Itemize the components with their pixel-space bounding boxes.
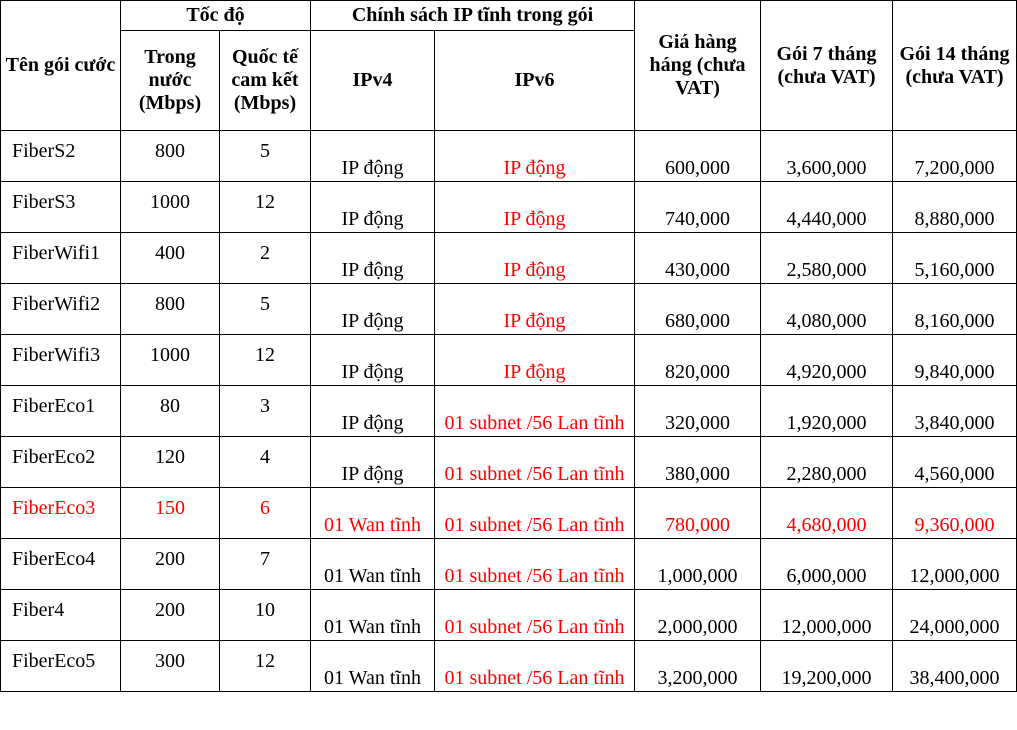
ipv6-cell: 01 subnet /56 Lan tĩnh xyxy=(435,590,635,641)
pkg7-price-cell: 1,920,000 xyxy=(761,386,893,437)
international-speed-cell: 4 xyxy=(220,437,311,488)
pkg14-price-cell: 4,560,000 xyxy=(893,437,1017,488)
pkg14-price-cell: 5,160,000 xyxy=(893,233,1017,284)
domestic-speed-cell: 200 xyxy=(121,539,220,590)
international-speed-cell: 12 xyxy=(220,182,311,233)
header-speed: Tốc độ xyxy=(121,1,311,31)
table-row xyxy=(1,539,1017,590)
domestic-speed-cell: 120 xyxy=(121,437,220,488)
package-name-cell: FiberEco5 xyxy=(1,641,121,692)
package-name-cell: FiberEco1 xyxy=(1,386,121,437)
ipv6-cell: IP động xyxy=(435,335,635,386)
ipv4-cell: 01 Wan tĩnh xyxy=(311,590,435,641)
international-speed-cell: 2 xyxy=(220,233,311,284)
domestic-speed-cell: 300 xyxy=(121,641,220,692)
ipv6-cell: IP động xyxy=(435,131,635,182)
pkg14-price-cell: 38,400,000 xyxy=(893,641,1017,692)
pkg14-price-cell: 12,000,000 xyxy=(893,539,1017,590)
pkg7-price-cell: 2,580,000 xyxy=(761,233,893,284)
table-row xyxy=(1,386,1017,437)
header-ipv6: IPv6 xyxy=(435,31,635,131)
monthly-price-cell: 740,000 xyxy=(635,182,761,233)
header-7-month-package: Gói 7 tháng (chưa VAT) xyxy=(761,1,893,131)
ipv4-cell: IP động xyxy=(311,437,435,488)
pkg7-price-cell: 3,600,000 xyxy=(761,131,893,182)
ipv6-cell: 01 subnet /56 Lan tĩnh xyxy=(435,488,635,539)
domestic-speed-cell: 800 xyxy=(121,284,220,335)
ipv6-cell: IP động xyxy=(435,233,635,284)
ipv4-cell: IP động xyxy=(311,182,435,233)
pkg7-price-cell: 19,200,000 xyxy=(761,641,893,692)
table-row xyxy=(1,641,1017,692)
ipv6-cell: IP động xyxy=(435,182,635,233)
header-14-month-package: Gói 14 tháng (chưa VAT) xyxy=(893,1,1017,131)
monthly-price-cell: 3,200,000 xyxy=(635,641,761,692)
domestic-speed-cell: 200 xyxy=(121,590,220,641)
ipv6-cell: 01 subnet /56 Lan tĩnh xyxy=(435,641,635,692)
table-row xyxy=(1,182,1017,233)
ipv4-cell: 01 Wan tĩnh xyxy=(311,488,435,539)
table-row xyxy=(1,437,1017,488)
package-name-cell: FiberEco4 xyxy=(1,539,121,590)
package-name-cell: Fiber4 xyxy=(1,590,121,641)
monthly-price-cell: 380,000 xyxy=(635,437,761,488)
ipv6-cell: 01 subnet /56 Lan tĩnh xyxy=(435,386,635,437)
monthly-price-cell: 600,000 xyxy=(635,131,761,182)
ipv4-cell: IP động xyxy=(311,284,435,335)
ipv4-cell: 01 Wan tĩnh xyxy=(311,539,435,590)
monthly-price-cell: 780,000 xyxy=(635,488,761,539)
table-row xyxy=(1,233,1017,284)
pkg14-price-cell: 9,360,000 xyxy=(893,488,1017,539)
table-row xyxy=(1,488,1017,539)
pkg14-price-cell: 8,160,000 xyxy=(893,284,1017,335)
pkg14-price-cell: 3,840,000 xyxy=(893,386,1017,437)
header-ip-policy: Chính sách IP tĩnh trong gói xyxy=(311,1,635,31)
ipv4-cell: IP động xyxy=(311,233,435,284)
domestic-speed-cell: 150 xyxy=(121,488,220,539)
package-name-cell: FiberEco3 xyxy=(1,488,121,539)
ipv4-cell: IP động xyxy=(311,386,435,437)
table-row xyxy=(1,131,1017,182)
monthly-price-cell: 1,000,000 xyxy=(635,539,761,590)
pkg14-price-cell: 24,000,000 xyxy=(893,590,1017,641)
monthly-price-cell: 680,000 xyxy=(635,284,761,335)
ipv6-cell: IP động xyxy=(435,284,635,335)
domestic-speed-cell: 1000 xyxy=(121,182,220,233)
pkg14-price-cell: 9,840,000 xyxy=(893,335,1017,386)
table-row xyxy=(1,335,1017,386)
header-international-speed: Quốc tế cam kết (Mbps) xyxy=(220,31,311,131)
international-speed-cell: 3 xyxy=(220,386,311,437)
ipv6-cell: 01 subnet /56 Lan tĩnh xyxy=(435,437,635,488)
pkg7-price-cell: 4,920,000 xyxy=(761,335,893,386)
domestic-speed-cell: 400 xyxy=(121,233,220,284)
domestic-speed-cell: 1000 xyxy=(121,335,220,386)
package-name-cell: FiberWifi2 xyxy=(1,284,121,335)
header-package-name: Tên gói cước xyxy=(1,1,121,131)
pkg14-price-cell: 8,880,000 xyxy=(893,182,1017,233)
ipv4-cell: IP động xyxy=(311,335,435,386)
pkg14-price-cell: 7,200,000 xyxy=(893,131,1017,182)
international-speed-cell: 7 xyxy=(220,539,311,590)
domestic-speed-cell: 800 xyxy=(121,131,220,182)
pkg7-price-cell: 12,000,000 xyxy=(761,590,893,641)
monthly-price-cell: 820,000 xyxy=(635,335,761,386)
international-speed-cell: 10 xyxy=(220,590,311,641)
ipv4-cell: 01 Wan tĩnh xyxy=(311,641,435,692)
monthly-price-cell: 430,000 xyxy=(635,233,761,284)
ipv6-cell: 01 subnet /56 Lan tĩnh xyxy=(435,539,635,590)
table-body xyxy=(1,131,1017,692)
pkg7-price-cell: 4,440,000 xyxy=(761,182,893,233)
header-monthly-price: Giá hàng háng (chưa VAT) xyxy=(635,1,761,131)
header-ipv4: IPv4 xyxy=(311,31,435,131)
international-speed-cell: 5 xyxy=(220,284,311,335)
package-name-cell: FiberEco2 xyxy=(1,437,121,488)
international-speed-cell: 12 xyxy=(220,641,311,692)
package-name-cell: FiberS2 xyxy=(1,131,121,182)
international-speed-cell: 12 xyxy=(220,335,311,386)
monthly-price-cell: 320,000 xyxy=(635,386,761,437)
package-name-cell: FiberWifi1 xyxy=(1,233,121,284)
domestic-speed-cell: 80 xyxy=(121,386,220,437)
international-speed-cell: 6 xyxy=(220,488,311,539)
package-name-cell: FiberWifi3 xyxy=(1,335,121,386)
ipv4-cell: IP động xyxy=(311,131,435,182)
table-row xyxy=(1,590,1017,641)
pkg7-price-cell: 6,000,000 xyxy=(761,539,893,590)
pkg7-price-cell: 2,280,000 xyxy=(761,437,893,488)
package-name-cell: FiberS3 xyxy=(1,182,121,233)
pkg7-price-cell: 4,080,000 xyxy=(761,284,893,335)
international-speed-cell: 5 xyxy=(220,131,311,182)
pkg7-price-cell: 4,680,000 xyxy=(761,488,893,539)
header-domestic-speed: Trong nước (Mbps) xyxy=(121,31,220,131)
table-row xyxy=(1,284,1017,335)
monthly-price-cell: 2,000,000 xyxy=(635,590,761,641)
